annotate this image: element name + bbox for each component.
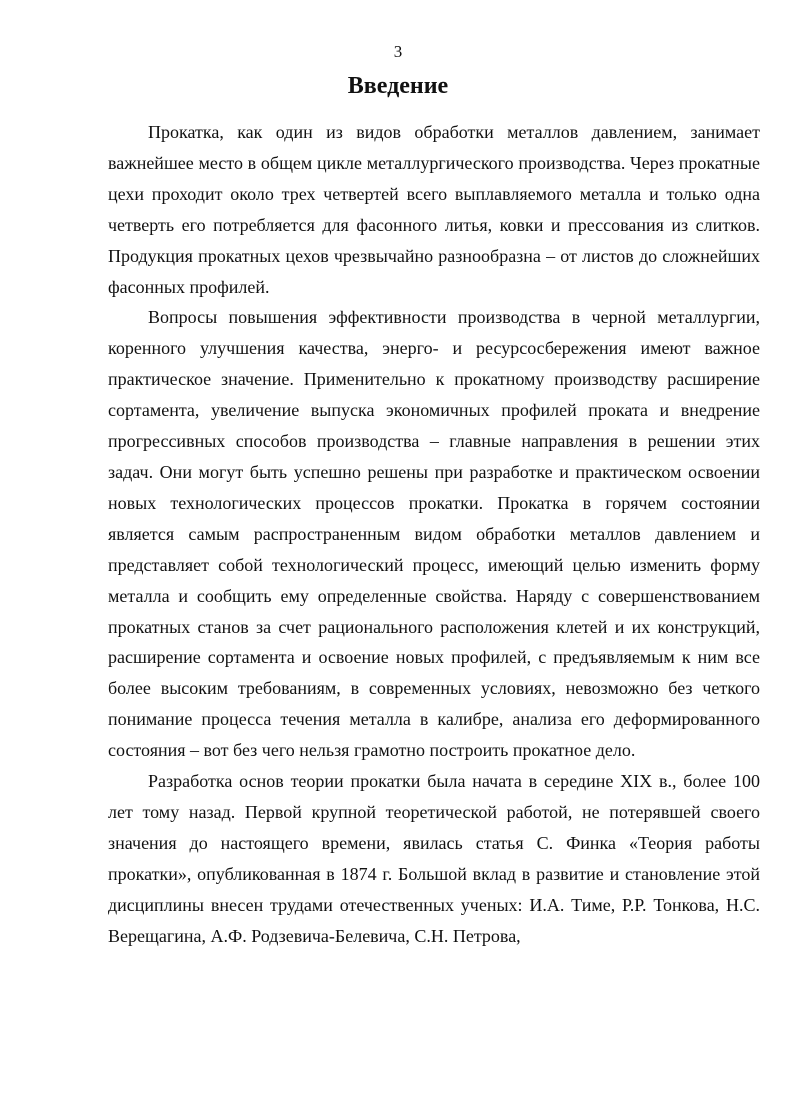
page-title: Введение: [347, 73, 449, 99]
paragraph-efficiency: Вопросы повышения эффективности производства в черной металлургии, коренного улучшения качества, энерго- и ресурсосбережения имеют важное практическое значение. Применительно к прокатному производству расширение сортамента, увеличение выпуска экономичных профилей проката и внедрение прогрессивных способов производства – главные направления в решении этих задач. Они могут быть успешно решены при разработке и практическом освоении новых технологических процессов прокатки. Прокатка в горячем состоянии является самым распространенным видом обработки металлов давлением и представляет собой технологический процесс, имеющий целью изменить форму металла и сообщить ему определенные свойства. Наряду с совершенствованием прокатных станов за счет рационального расположения клетей и их конструкций, расширение сортамента и освоение новых профилей, с предъявляемым к ним все более высоким требованиям, в современных условиях, невозможно без четкого понимание процесса течения металла в калибре, анализа его деформированного состояния – вот без чего нельзя грамотно построить прокатное дело.: [108, 307, 760, 761]
document-body: [108, 117, 760, 951]
page-number: 3: [393, 42, 403, 61]
paragraph-history: Разработка основ теории прокатки была начата в середине XIX в., более 100 лет тому назад. Первой крупной теоретической работой, не потерявшей своего значения до настоящего времени, явилась статья С. Финка «Теория работы прокатки», опубликованная в 1874 г. Большой вклад в развитие и становление этой дисциплины внесен трудами отечественных ученых: И.А. Тиме, Р.Р. Тонкова, Н.С. Верещагина, А.Ф. Родзевича-Белевича, С.Н. Петрова,: [108, 771, 760, 946]
paragraph-intro: Прокатка, как один из видов обработки металлов давлением, занимает важнейшее место в общем цикле металлургического производства. Через прокатные цехи проходит около трех четвертей всего выплавляемого металла и только одна четверть его потребляется для фасонного литья, ковки и прессования из слитков. Продукция прокатных цехов чрезвычайно разнообразна – от листов до сложнейших фасонных профилей.: [108, 122, 760, 297]
